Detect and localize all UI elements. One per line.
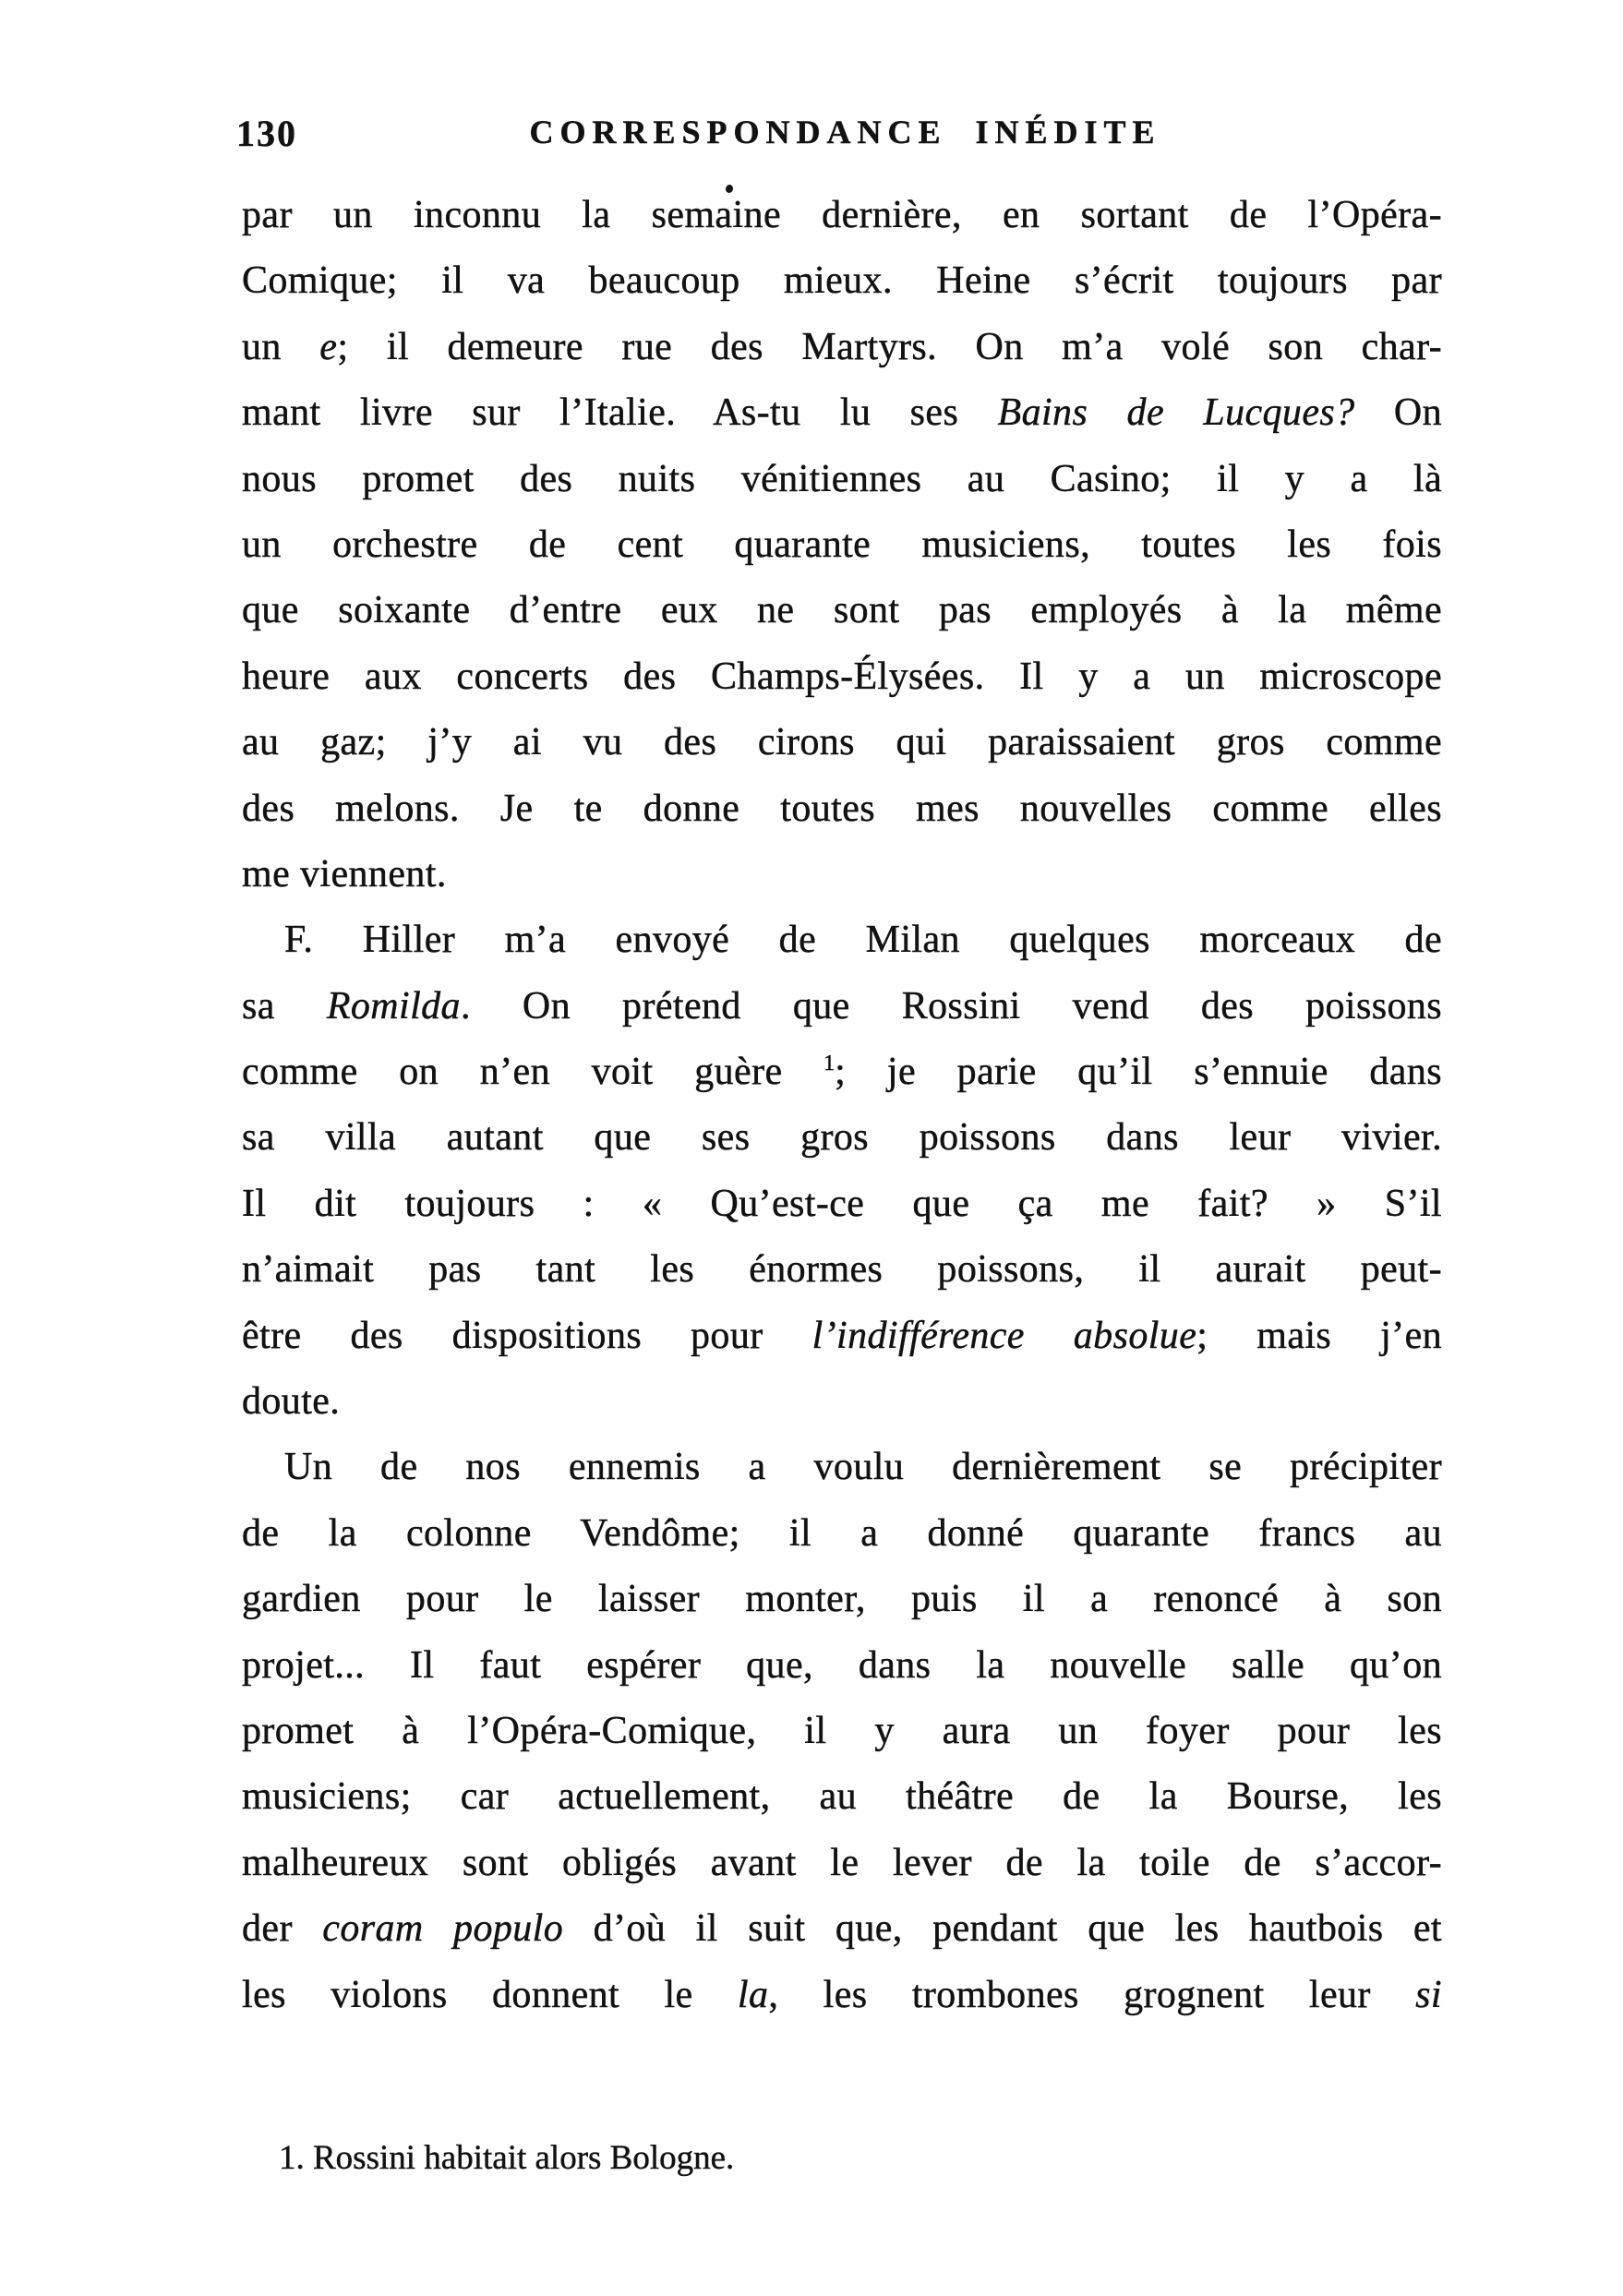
- text-segment: les violons donnent le: [242, 1973, 738, 2016]
- text-segment: e: [319, 325, 338, 368]
- text-line: [242, 776, 1442, 842]
- text-line: [242, 1435, 1442, 1500]
- text-segment: comme on n’en voit guère: [242, 1051, 824, 1094]
- footnote: [242, 2138, 1442, 2178]
- text-segment: coram populo: [322, 1907, 564, 1951]
- body-text: [242, 183, 1442, 2028]
- text-segment: sa villa autant que ses gros poissons dans leur vivier.: [242, 1116, 1442, 1160]
- text-line: [242, 447, 1442, 512]
- text-line: [242, 908, 1442, 973]
- text-segment: Un de nos ennemis a voulu dernièrement se précipiter: [284, 1446, 1442, 1489]
- text-line: [242, 1633, 1442, 1699]
- text-segment: . On prétend que Rossini vend des poissons: [460, 984, 1442, 1028]
- text-segment: der: [242, 1907, 323, 1951]
- text-segment: Bains de Lucques?: [997, 391, 1355, 435]
- text-segment: ; mais j’en: [1196, 1314, 1443, 1357]
- text-segment: sa: [242, 984, 327, 1028]
- text-segment: Romilda: [326, 984, 461, 1028]
- text-segment: ; il demeure rue des Martyrs. On m’a volé son char-: [337, 325, 1442, 368]
- text-segment: des melons. Je te donne toutes mes nouvelles comme elles: [242, 787, 1442, 830]
- text-segment: promet à l’Opéra-Comique, il y aura un foyer pour les: [242, 1709, 1442, 1752]
- text-line: [242, 1369, 1442, 1435]
- text-line: [242, 248, 1442, 314]
- text-line: [242, 578, 1442, 643]
- text-line: [242, 1896, 1442, 1962]
- text-line: [242, 512, 1442, 578]
- text-line: [242, 974, 1442, 1040]
- text-segment: 1: [824, 1052, 836, 1076]
- text-segment: projet... Il faut espérer que, dans la nouvelle salle qu’on: [242, 1643, 1442, 1687]
- text-segment: de la colonne Vendôme; il a donné quarante francs au: [242, 1511, 1442, 1555]
- text-line: [242, 1831, 1442, 1896]
- running-title: CORRESPONDANCE INÉDITE: [529, 114, 1161, 150]
- text-line: [242, 1040, 1442, 1105]
- text-line: [242, 710, 1442, 775]
- text-line: [242, 842, 1442, 908]
- text-line: [242, 1105, 1442, 1171]
- text-segment: nous promet des nuits vénitiennes au Casino; il y a là: [242, 457, 1442, 500]
- text-line: [242, 183, 1442, 248]
- text-segment: , les trombones grognent leur: [768, 1973, 1416, 2016]
- text-segment: gardien pour le laisser monter, puis il a renoncé à son: [242, 1578, 1442, 1621]
- text-segment: Comique; il va beaucoup mieux. Heine s’écrit toujours par: [242, 259, 1442, 303]
- text-segment: Il dit toujours : « Qu’est-ce que ça me fait? » S’il: [242, 1182, 1442, 1225]
- text-line: [242, 1963, 1442, 2028]
- text-segment: doute.: [242, 1380, 341, 1424]
- text-line: [242, 1172, 1442, 1237]
- text-segment: On: [1354, 391, 1442, 435]
- text-line: [242, 644, 1442, 710]
- text-segment: malheureux sont obligés avant le lever de la toile de s’accor-: [242, 1841, 1442, 1884]
- text-line: [242, 1237, 1442, 1303]
- text-segment: la: [737, 1973, 769, 2016]
- text-segment: que soixante d’entre eux ne sont pas employés à la même: [242, 589, 1442, 632]
- text-segment: par un inconnu la semaine dernière, en sortant de l’Opéra-: [242, 194, 1442, 236]
- text-line: [242, 315, 1442, 380]
- text-line: [242, 1764, 1442, 1830]
- footnote-text: 1. Rossini habitait alors Bologne.: [279, 2139, 735, 2177]
- text-segment: être des dispositions pour: [242, 1314, 812, 1357]
- text-segment: mant livre sur l’Italie. As-tu lu ses: [242, 391, 998, 435]
- text-line: [242, 1501, 1442, 1567]
- text-segment: ; je parie qu’il s’ennuie dans: [835, 1051, 1442, 1094]
- text-segment: F. Hiller m’a envoyé de Milan quelques morceaux de: [284, 919, 1442, 962]
- page-header: [236, 113, 1442, 159]
- text-segment: me viennent.: [242, 852, 447, 896]
- text-segment: si: [1415, 1973, 1442, 2016]
- text-segment: un orchestre de cent quarante musiciens, toutes les fois: [242, 523, 1442, 566]
- text-line: [242, 1699, 1442, 1764]
- text-line: [242, 380, 1442, 446]
- text-segment: au gaz; j’y ai vu des cirons qui paraissaient gros comme: [242, 721, 1442, 764]
- text-line: [242, 1304, 1442, 1369]
- text-segment: heure aux concerts des Champs-Élysées. Il y a un microscope: [242, 655, 1442, 698]
- text-segment: l’indifférence absolue: [812, 1314, 1197, 1357]
- text-segment: n’aimait pas tant les énormes poissons, il aurait peut-: [242, 1248, 1442, 1292]
- text-segment: un: [242, 325, 320, 368]
- text-segment: musiciens; car actuellement, au théâtre de la Bourse, les: [242, 1775, 1442, 1819]
- text-line: [242, 1567, 1442, 1632]
- page-number: 130: [236, 113, 297, 154]
- text-segment: d’où il suit que, pendant que les hautbois et: [563, 1907, 1442, 1951]
